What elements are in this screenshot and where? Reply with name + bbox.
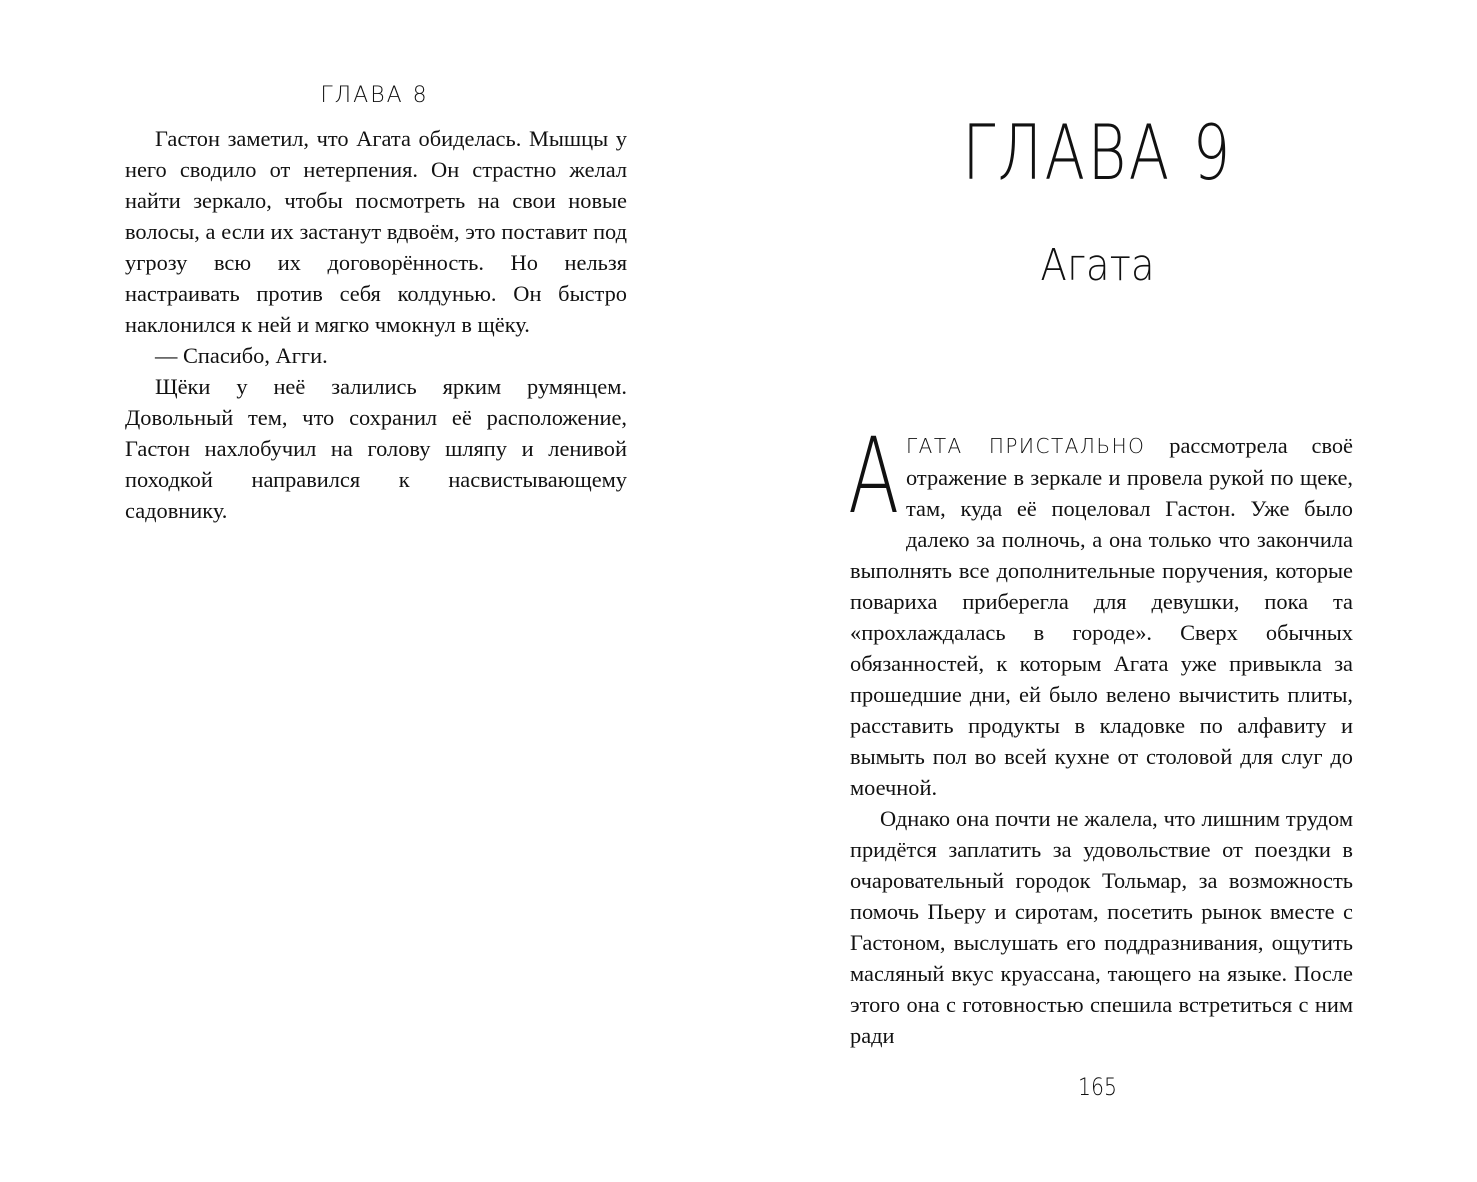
left-page [0, 0, 738, 1182]
page-number: 165 [1078, 1073, 1117, 1101]
right-page [738, 0, 1477, 1182]
running-head: ГЛАВА 8 [320, 83, 429, 108]
left-body-text [125, 123, 627, 526]
paragraph-text: рассмотрела своё отражение в зеркале и провела рукой по щеке, там, куда её поцеловал Гастон. Уже было далеко за полночь, а она только что закончила выполнять все дополнительные поручения, которые повариха приберегла для девушки, пока та «прохлаждалась в городе». Сверх обычных обязанностей, к которым Агата уже привыкла за прошедшие дни, ей было велено вычистить плиты, расставить продукты в кладовке по алфавиту и вымыть пол во всей кухне от столовой для слуг до моечной. [850, 433, 1353, 800]
chapter-title: Агата [1040, 240, 1155, 291]
right-body-text [848, 415, 1353, 1051]
paragraph: — Спасибо, Агги. [155, 343, 328, 368]
paragraph: Гастон заметил, что Агата обиделась. Мышцы у него сводило от нетерпения. Он страстно желал найти зеркало, чтобы посмотреть на свои новые волосы, а если их застанут вдвоём, это поставит под угрозу всю их договорённость. Но нельзя настраивать против себя колдунью. Он быстро наклонился к ней и мягко чмокнул в щёку. [125, 126, 627, 337]
chapter-number: ГЛАВА 9 [962, 108, 1233, 197]
paragraph: Однако она почти не жалела, что лишним трудом придётся заплатить за удовольствие от поездки в очаровательный городок Тольмар, за возможность помочь Пьеру и сиротам, посетить рынок вместе с Гастоном, выслушать его поддразнивания, ощутить масляный вкус круассана, тающего на языке. После этого она с готовностью спешила встретиться с ним ради [850, 806, 1353, 1048]
paragraph [848, 415, 1353, 803]
drop-cap: А [848, 415, 900, 537]
lead-in: ГАТА ПРИСТАЛЬНО [906, 434, 1146, 458]
paragraph: Щёки у неё залились ярким румянцем. Довольный тем, что сохранил её расположение, Гастон нахлобучил на голову шляпу и ленивой походкой направился к насвистывающему садовнику. [125, 374, 627, 523]
